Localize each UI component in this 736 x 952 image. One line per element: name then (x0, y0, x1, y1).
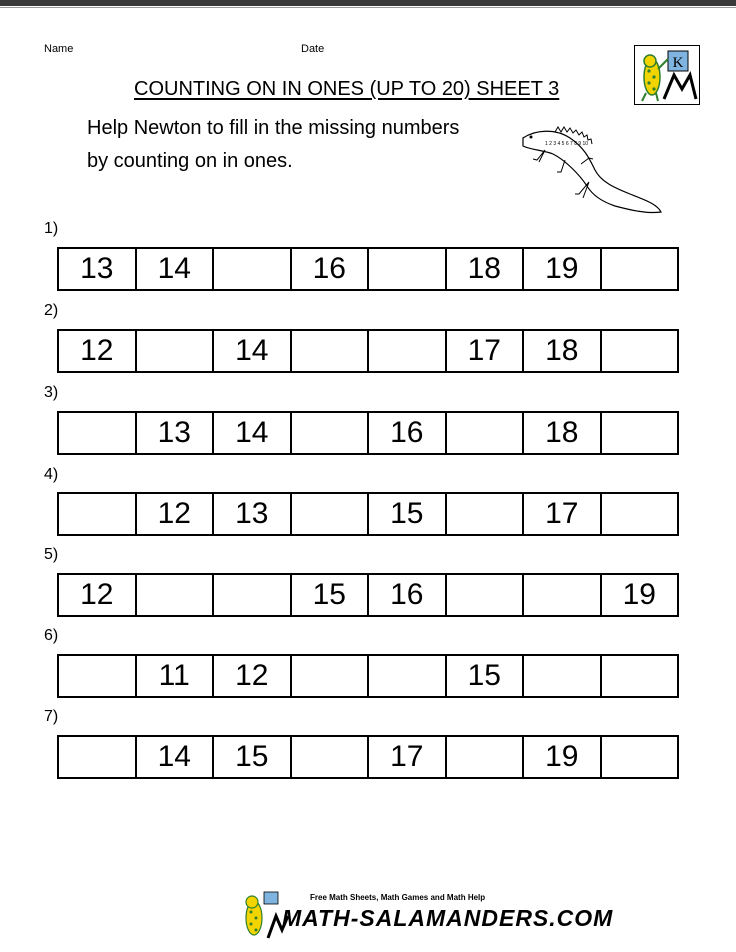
worksheet-title (134, 78, 559, 101)
number-box: 13 (59, 249, 137, 289)
number-box: 17 (524, 494, 602, 534)
blank-answer-box[interactable] (137, 575, 215, 615)
name-label: Name (44, 43, 74, 55)
question-number: 6) (44, 627, 59, 644)
number-box: 16 (292, 249, 370, 289)
footer-tagline: Free Math Sheets, Math Games and Math Help (310, 893, 486, 902)
date-label: Date (301, 43, 325, 55)
number-box: 17 (369, 737, 447, 777)
blank-answer-box[interactable] (447, 575, 525, 615)
number-box: 12 (59, 331, 137, 371)
svg-text:1 2 3 4 5 6 7 8 9 10: 1 2 3 4 5 6 7 8 9 10 (545, 141, 589, 147)
blank-answer-box[interactable] (602, 331, 678, 371)
question-number: 7) (44, 708, 59, 725)
question-number: 2) (44, 302, 59, 319)
number-box: 18 (524, 331, 602, 371)
question-number: 5) (44, 546, 59, 563)
number-box: 12 (137, 494, 215, 534)
number-box: 15 (292, 575, 370, 615)
question-number: 4) (44, 466, 59, 483)
math-salamanders-logo-icon (634, 45, 700, 105)
number-box: 14 (214, 331, 292, 371)
blank-answer-box[interactable] (137, 331, 215, 371)
blank-answer-box[interactable] (369, 331, 447, 371)
number-box: 13 (214, 494, 292, 534)
blank-answer-box[interactable] (602, 656, 678, 696)
number-box: 15 (447, 656, 525, 696)
number-box: 14 (137, 249, 215, 289)
number-box: 13 (137, 413, 215, 453)
number-box: 19 (524, 249, 602, 289)
blank-answer-box[interactable] (369, 656, 447, 696)
number-box: 18 (524, 413, 602, 453)
top-border-shadow (0, 7, 736, 8)
blank-answer-box[interactable] (292, 656, 370, 696)
blank-answer-box[interactable] (214, 249, 292, 289)
blank-answer-box[interactable] (59, 737, 137, 777)
blank-answer-box[interactable] (602, 737, 678, 777)
question-number: 1) (44, 220, 59, 237)
newton-salamander-icon (515, 120, 665, 220)
blank-answer-box[interactable] (447, 413, 525, 453)
blank-answer-box[interactable] (602, 494, 678, 534)
blank-answer-box[interactable] (59, 656, 137, 696)
number-box: 17 (447, 331, 525, 371)
blank-answer-box[interactable] (369, 249, 447, 289)
blank-answer-box[interactable] (214, 575, 292, 615)
number-sequence-row (57, 329, 679, 373)
blank-answer-box[interactable] (602, 413, 678, 453)
blank-answer-box[interactable] (59, 494, 137, 534)
logo-letter: K (672, 55, 684, 71)
number-sequence-row (57, 735, 679, 779)
number-box: 19 (524, 737, 602, 777)
number-sequence-row (57, 654, 679, 698)
number-sequence-row (57, 411, 679, 455)
blank-answer-box[interactable] (292, 331, 370, 371)
instruction-line-1: Help Newton to fill in the missing numbers (87, 117, 460, 139)
worksheet-title-text: COUNTING ON IN ONES (UP TO 20) SHEET 3 (134, 78, 560, 100)
blank-answer-box[interactable] (524, 575, 602, 615)
blank-answer-box[interactable] (447, 494, 525, 534)
number-box: 16 (369, 413, 447, 453)
blank-answer-box[interactable] (602, 249, 678, 289)
instruction-line-2: by counting on in ones. (87, 150, 293, 172)
number-box: 12 (214, 656, 292, 696)
number-sequence-row (57, 247, 679, 291)
number-box: 18 (447, 249, 525, 289)
number-box: 14 (214, 413, 292, 453)
number-sequence-row (57, 492, 679, 536)
blank-answer-box[interactable] (292, 494, 370, 534)
number-box: 19 (622, 578, 656, 611)
number-box: 16 (369, 575, 447, 615)
number-sequence-row (57, 573, 679, 617)
question-number: 3) (44, 384, 59, 401)
number-box: 15 (369, 494, 447, 534)
number-box: 11 (137, 656, 215, 696)
blank-answer-box[interactable] (447, 737, 525, 777)
number-box: 12 (59, 575, 137, 615)
number-box: 14 (137, 737, 215, 777)
footer-brand: MATH-SALAMANDERS.COM (282, 905, 614, 931)
top-border (0, 0, 736, 6)
blank-answer-box[interactable] (524, 656, 602, 696)
number-box: 15 (214, 737, 292, 777)
blank-answer-box[interactable] (292, 737, 370, 777)
blank-answer-box[interactable] (59, 413, 137, 453)
blank-answer-box[interactable] (292, 413, 370, 453)
